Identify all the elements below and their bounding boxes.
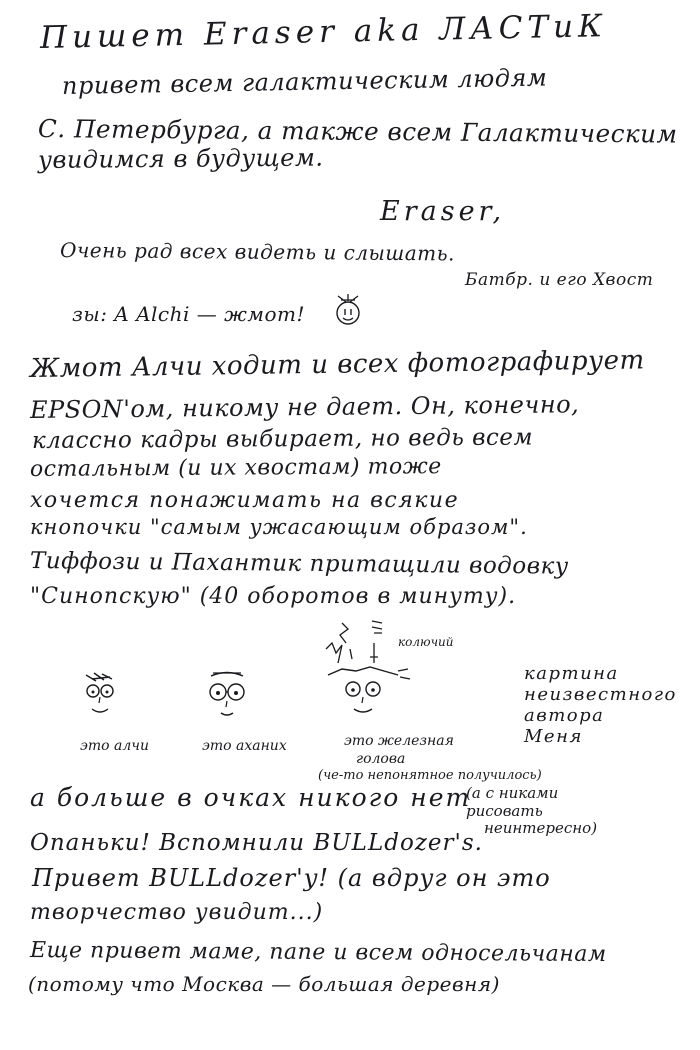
signature-batbr: Батбр. и его Хвост bbox=[465, 270, 654, 290]
line-bulldozer-3: творчество увидит...) bbox=[30, 900, 324, 925]
line-body-8: "Синопскую" (40 оборотов в минуту). bbox=[30, 584, 517, 609]
iron-head-caption-1: это железная bbox=[344, 733, 454, 749]
iron-head-label: колючий bbox=[398, 635, 454, 649]
iron-head-note: (че-то непонятное получилось) bbox=[318, 768, 542, 783]
side-note-line-3: неинтересно) bbox=[484, 819, 598, 837]
line-bulldozer-2: Привет BULLdozer'y! (а вдруг он это bbox=[32, 864, 551, 892]
side-note-line-1: (а с никами bbox=[466, 784, 559, 802]
unknown-author-line-4: Меня bbox=[524, 726, 583, 747]
line-body-1: Жмот Алчи ходит и всех фотографирует bbox=[29, 345, 645, 384]
line-moscow: (потому что Москва — большая деревня) bbox=[28, 972, 500, 996]
line-body-7: Тиффози и Пахантик притащили водовку bbox=[29, 548, 569, 580]
signature-eraser: Eraser, bbox=[380, 196, 506, 227]
unknown-author-line-1: картина bbox=[524, 663, 619, 684]
side-note-line-2: рисовать bbox=[466, 802, 543, 820]
line-body-6: кнопочки "самым ужасающим образом". bbox=[30, 515, 528, 539]
line-greeting-1: привет всем галактическим людям bbox=[61, 63, 548, 100]
line-greeting-3: увидимся в будущем. bbox=[37, 143, 324, 174]
face-alchi-icon bbox=[72, 667, 132, 727]
face-alchi bbox=[72, 667, 132, 727]
face-ahanih bbox=[197, 667, 257, 727]
unknown-author-caption bbox=[524, 663, 677, 747]
iron-head-caption-2: голова bbox=[356, 751, 406, 767]
line-body-3: классно кадры выбирает, но ведь всем bbox=[31, 424, 534, 454]
line-body-4: остальным (и их хвостам) тоже bbox=[29, 454, 442, 482]
scribble-face-icon bbox=[332, 292, 364, 328]
line-nobody-else: а больше в очках никого нет bbox=[30, 783, 472, 812]
face-iron-head-icon bbox=[312, 613, 422, 733]
unknown-author-line-3: автора bbox=[524, 705, 605, 726]
line-body-5: хочется понажимать на всякие bbox=[30, 488, 460, 513]
faces-illustration bbox=[0, 605, 700, 785]
face-alchi-caption: это алчи bbox=[80, 738, 149, 754]
line-body-2: EPSON'ом, никому не дает. Он, конечно, bbox=[29, 390, 580, 424]
line-parents: Еще привет маме, папе и всем односельчанам bbox=[29, 938, 607, 968]
face-ahanih-caption: это аханих bbox=[202, 738, 287, 754]
line-ps: зы: A Alchi — жмот! bbox=[72, 302, 305, 326]
line-glad: Очень рад всех видеть и слышать. bbox=[59, 238, 456, 266]
line-greeting-2: С. Петербурга, а также всем Галактическим bbox=[37, 114, 678, 149]
face-ahanih-icon bbox=[197, 667, 257, 727]
line-bulldozer-1: Опаньки! Вспомнили BULLdozer's. bbox=[30, 830, 483, 856]
unknown-author-line-2: неизвестного bbox=[524, 684, 677, 705]
line-title: Пишет Eraser aka ЛАСТиК bbox=[39, 8, 608, 56]
